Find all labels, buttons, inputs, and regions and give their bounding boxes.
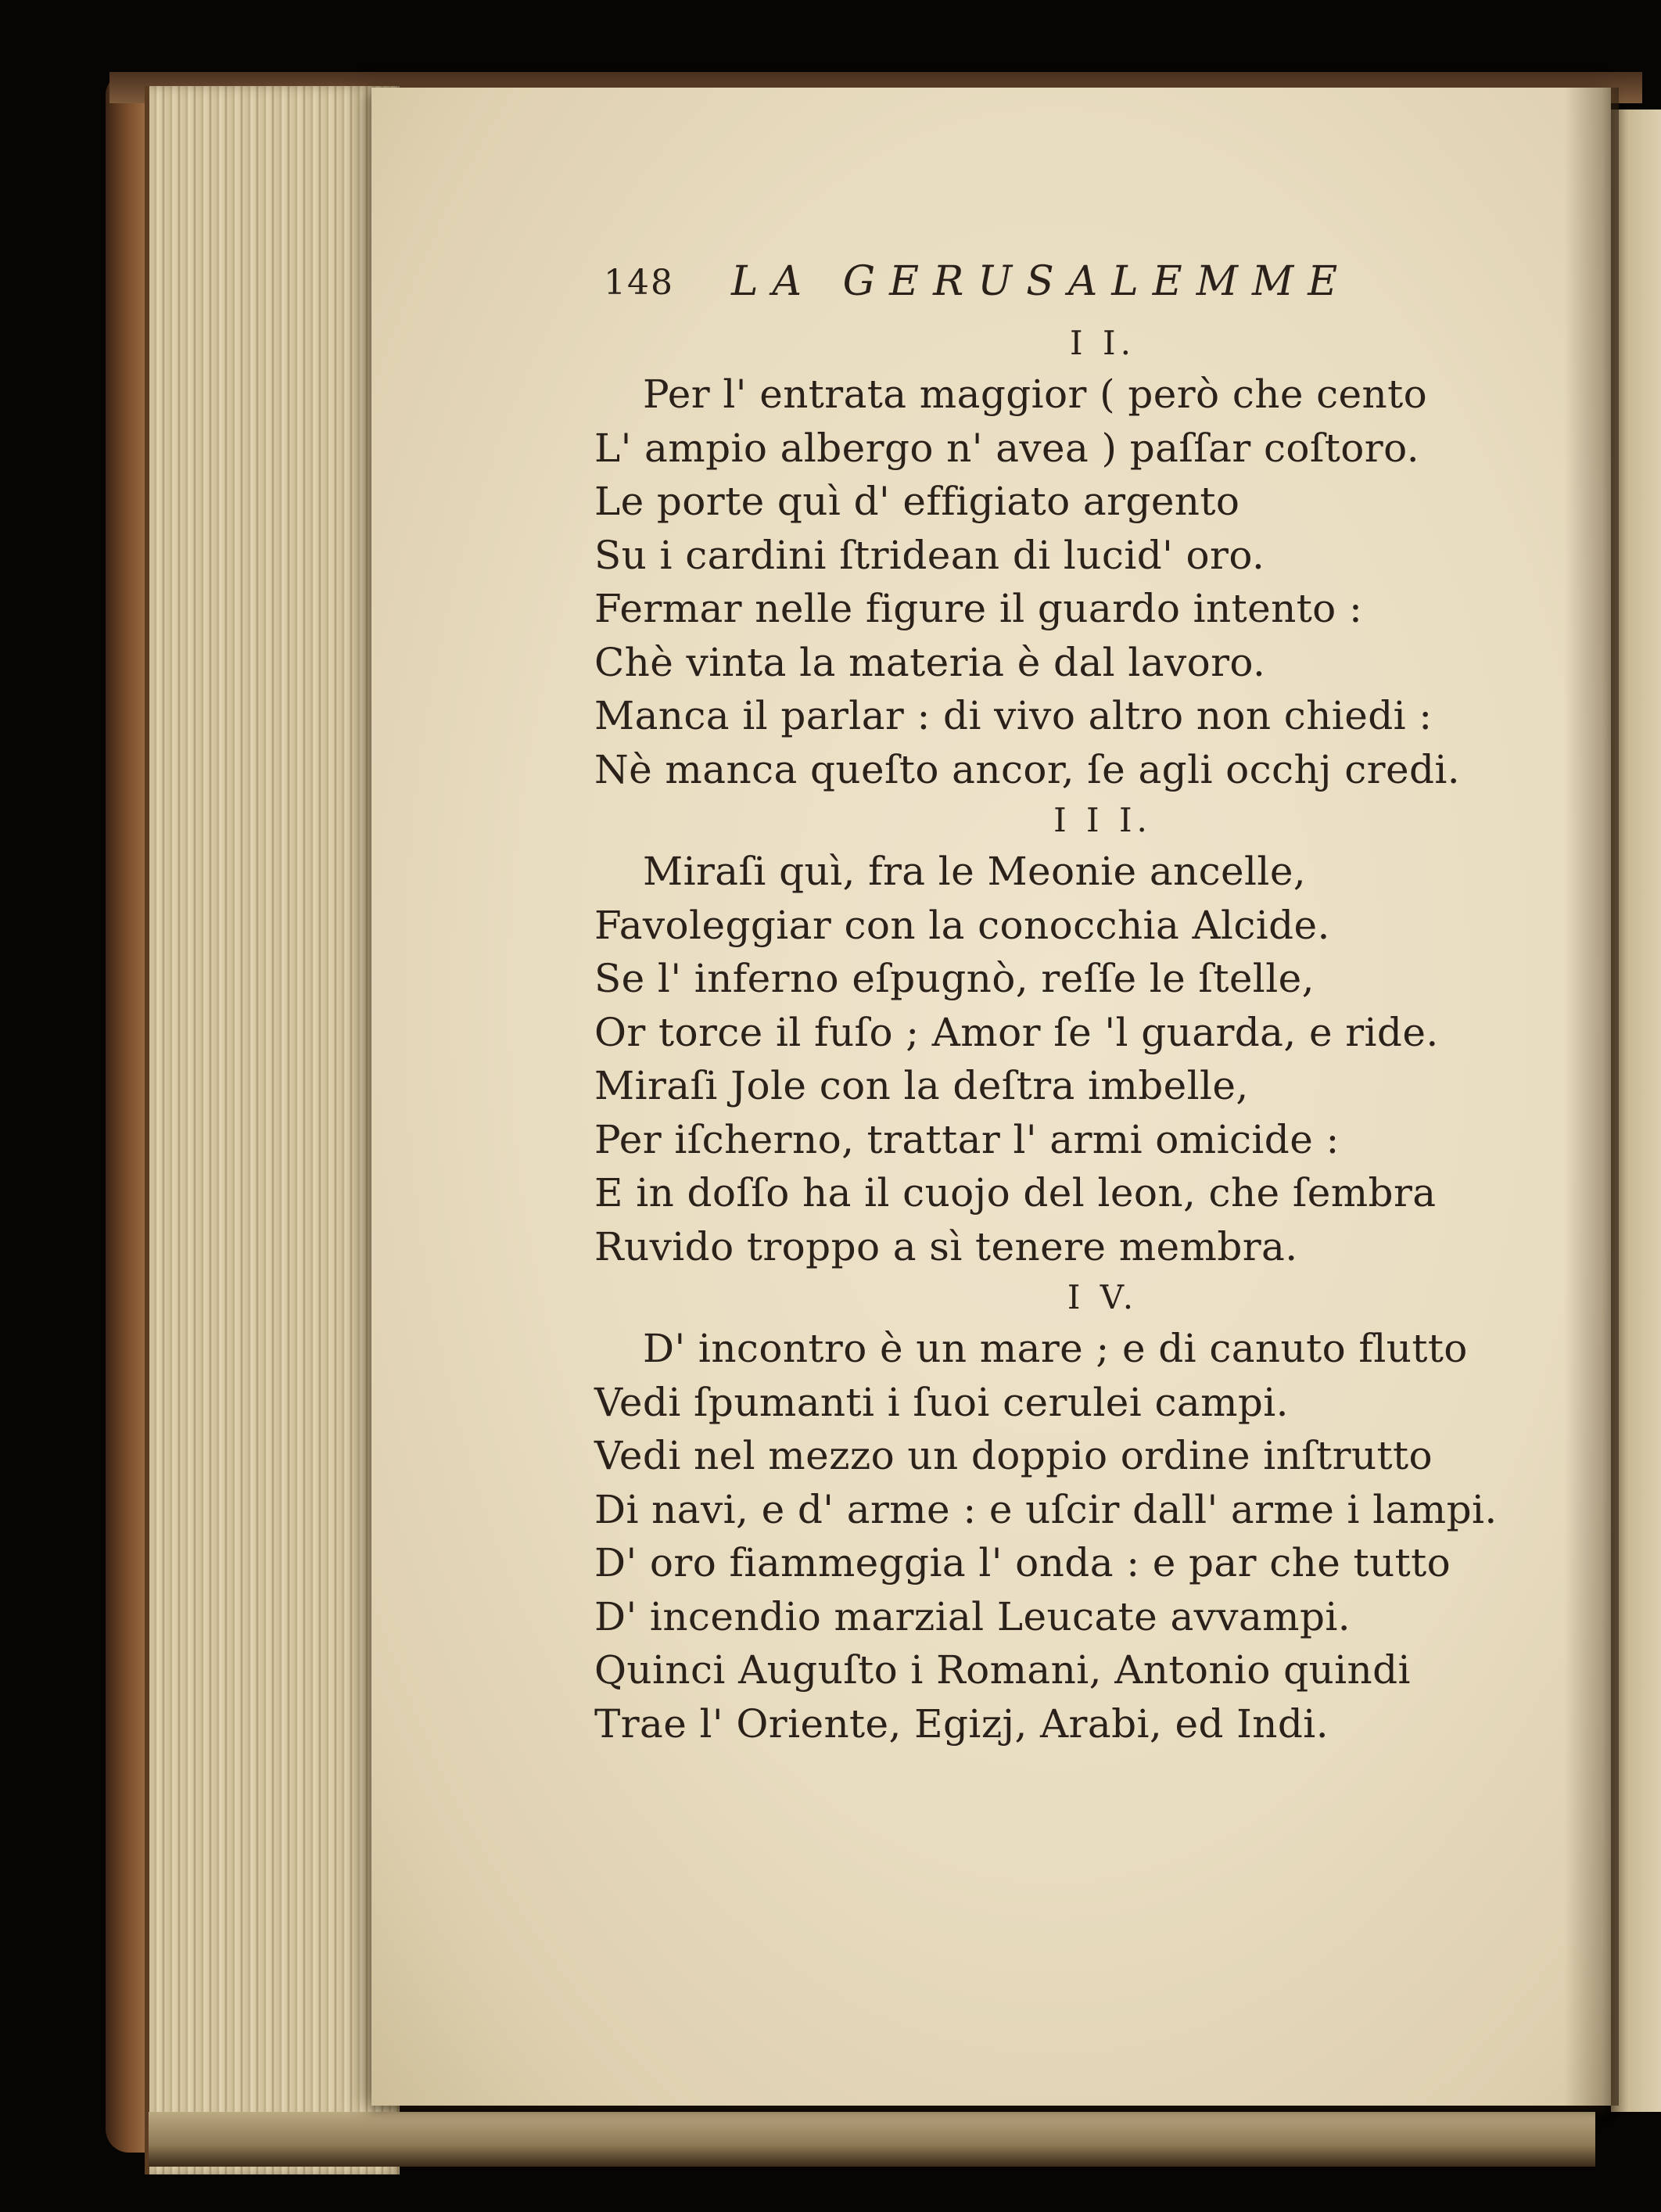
- verse-line: Per iſcherno, trattar l' armi omicide :: [594, 1116, 1340, 1162]
- stanza-number: I I I.: [1053, 801, 1152, 839]
- running-head: [594, 258, 1501, 313]
- verse-line: Manca il parlar : di vivo altro non chiedi :: [594, 693, 1433, 738]
- verse-line: Or torce il fuſo ; Amor ſe 'l guarda, e ride.: [594, 1009, 1439, 1055]
- verse-line: D' incendio marzial Leucate avvampi.: [594, 1593, 1351, 1639]
- page-gutter-shadow: [1564, 88, 1619, 2106]
- stanza: [594, 1273, 1501, 1751]
- verse-line: Se l' inferno eſpugnò, reſſe le ſtelle,: [594, 956, 1315, 1001]
- verse-line: Chè vinta la materia è dal lavoro.: [594, 639, 1266, 685]
- verse-line: E in doſſo ha il cuojo del leon, che ſembra: [594, 1170, 1437, 1216]
- stanza: [594, 796, 1501, 1273]
- verse-line: Per l' entrata maggior ( però che cento: [643, 372, 1428, 417]
- verse-line: Le porte quì d' effigiato argento: [594, 479, 1240, 524]
- running-title: LA GERUSALEMME: [731, 258, 1352, 305]
- verse-line: Vedi ſpumanti i ſuoi cerulei campi.: [594, 1379, 1289, 1425]
- verse-line: Quinci Auguſto i Romani, Antonio quindi: [594, 1647, 1411, 1693]
- verse-line: Fermar nelle figure il guardo intento :: [594, 586, 1363, 631]
- page-edges-bottom: [149, 2112, 1595, 2167]
- stanza-number: I V.: [1067, 1278, 1139, 1316]
- verse-line: Ruvido troppo a sì tenere membra.: [594, 1223, 1298, 1269]
- page-edges-stack: [145, 86, 400, 2174]
- verse-line: Vedi nel mezzo un doppio ordine inſtrutto: [594, 1433, 1433, 1478]
- verse-line: Trae l' Oriente, Egizj, Arabi, ed Indi.: [594, 1700, 1329, 1747]
- page-text-block: [594, 258, 1501, 1751]
- verse-line: L' ampio albergo n' avea ) paſſar coſtoro.: [594, 425, 1420, 471]
- verse-line: Favoleggiar con la conocchia Alcide.: [594, 902, 1330, 948]
- stanza: [594, 319, 1501, 796]
- verse-line: Nè manca queſto ancor, ſe agli occhj credi.: [594, 746, 1461, 792]
- verse-line: D' oro fiammeggia l' onda : e par che tutto: [594, 1540, 1451, 1585]
- verse-line: D' incontro è un mare ; e di canuto flutto: [643, 1326, 1468, 1371]
- verse-line: Miraſi Jole con la deſtra imbelle,: [594, 1063, 1249, 1108]
- stanza-number: I I.: [1070, 324, 1135, 362]
- page-number: 148: [604, 263, 674, 303]
- verse-line: Miraſi quì, fra le Meonie ancelle,: [643, 849, 1307, 894]
- verse-line: Di navi, e d' arme : e uſcir dall' arme i lampi.: [594, 1486, 1498, 1532]
- verse-line: Su i cardini ſtridean di lucid' oro.: [594, 532, 1265, 578]
